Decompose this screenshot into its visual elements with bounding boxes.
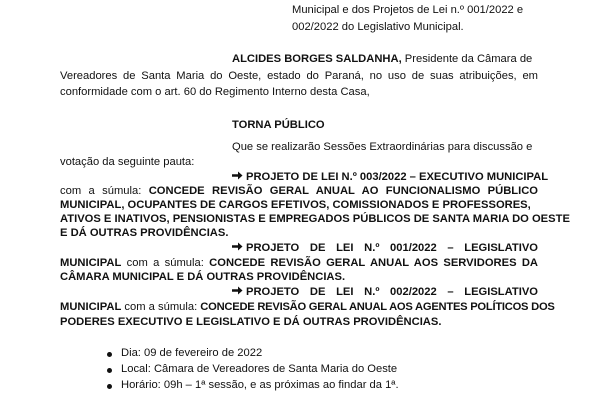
detail-horario: Horário: 09h – 1ª sessão, e as próximas ao findar da 1ª. xyxy=(121,379,399,391)
projeto-3-summary-2: PODERES EXECUTIVO E LEGISLATIVO E DÁ OUTRAS PROVIDÊNCIAS. xyxy=(60,316,442,328)
detail-dia: Dia: 09 de fevereiro de 2022 xyxy=(121,347,263,359)
projeto-2-summary-1: CONCEDE REVISÃO GERAL ANUAL AOS SERVIDORES DA xyxy=(209,257,539,269)
projeto-1-prefix: com a súmula: xyxy=(60,185,149,197)
projeto-1-summary-1: CONCEDE REVISÃO GERAL ANUAL AO FUNCIONALISMO PÚBLICO xyxy=(148,185,538,197)
projeto-1-title-line xyxy=(232,170,548,184)
pauta-line-1: Que se realizarão Sessões Extraordinárias para discussão e xyxy=(232,141,533,153)
president-name: ALCIDES BORGES SALDANHA, xyxy=(232,53,402,65)
arrow-right-icon xyxy=(232,171,243,180)
intro-line-2: Vereadores de Santa Maria do Oeste, estado do Paraná, no uso de suas atribuições, em xyxy=(60,70,538,82)
projeto-1-summary-3: ATIVOS E INATIVOS, PENSIONISTAS E EMPREGADOS PÚBLICOS DE SANTA MARIA DO OESTE xyxy=(60,213,570,225)
header-line-1: Municipal e dos Projetos de Lei n.º 001/2022 e xyxy=(292,4,524,16)
projeto-1-line-2 xyxy=(60,184,538,198)
projeto-2-summary-2: CÂMARA MUNICIPAL E DÁ OUTRAS PROVIDÊNCIAS. xyxy=(60,271,346,283)
pauta-line-2: votação da seguinte pauta: xyxy=(60,156,195,168)
torna-publico-heading: TORNA PÚBLICO xyxy=(232,119,325,131)
projeto-3-title-line xyxy=(232,285,538,299)
bullet-icon xyxy=(107,368,112,373)
intro-line-1 xyxy=(232,52,532,66)
projeto-2-line-2 xyxy=(60,256,538,270)
projeto-3-summary-1: CONCEDE REVISÃO GERAL ANUAL AOS AGENTES POLÍTICOS DOS xyxy=(200,301,555,313)
arrow-right-icon xyxy=(232,242,243,251)
projeto-3-prefix: com a súmula: xyxy=(121,301,201,313)
projeto-2-title: PROJETO DE LEI N.º 001/2022 – LEGISLATIVO xyxy=(246,242,538,254)
projeto-1-title: PROJETO DE LEI N.º 003/2022 – EXECUTIVO MUNICIPAL xyxy=(246,171,549,183)
projeto-2-title-line xyxy=(232,241,538,255)
projeto-3-municipal: MUNICIPAL xyxy=(60,301,122,313)
projeto-3-line-2 xyxy=(60,300,555,314)
intro-line-1-rest: Presidente da Câmara de xyxy=(401,53,533,65)
intro-line-3: conformidade com o art. 60 do Regimento Interno desta Casa, xyxy=(60,86,370,98)
arrow-right-icon xyxy=(232,286,243,295)
projeto-1-summary-2: MUNICIPAL, OCUPANTES DE CARGOS EFETIVOS, COMISSIONADOS E PROFESSORES, xyxy=(60,199,531,211)
projeto-3-title: PROJETO DE LEI N.º 002/2022 – LEGISLATIVO xyxy=(246,286,538,298)
bullet-icon xyxy=(107,384,112,389)
header-line-2: 002/2022 do Legislativo Municipal. xyxy=(292,21,464,33)
detail-local: Local: Câmara de Vereadores de Santa Maria do Oeste xyxy=(121,363,398,375)
projeto-2-municipal: MUNICIPAL xyxy=(60,257,122,269)
projeto-1-summary-4: E DÁ OUTRAS PROVIDÊNCIAS. xyxy=(60,227,229,239)
bullet-icon xyxy=(107,352,112,357)
projeto-2-prefix: com a súmula: xyxy=(121,257,210,269)
